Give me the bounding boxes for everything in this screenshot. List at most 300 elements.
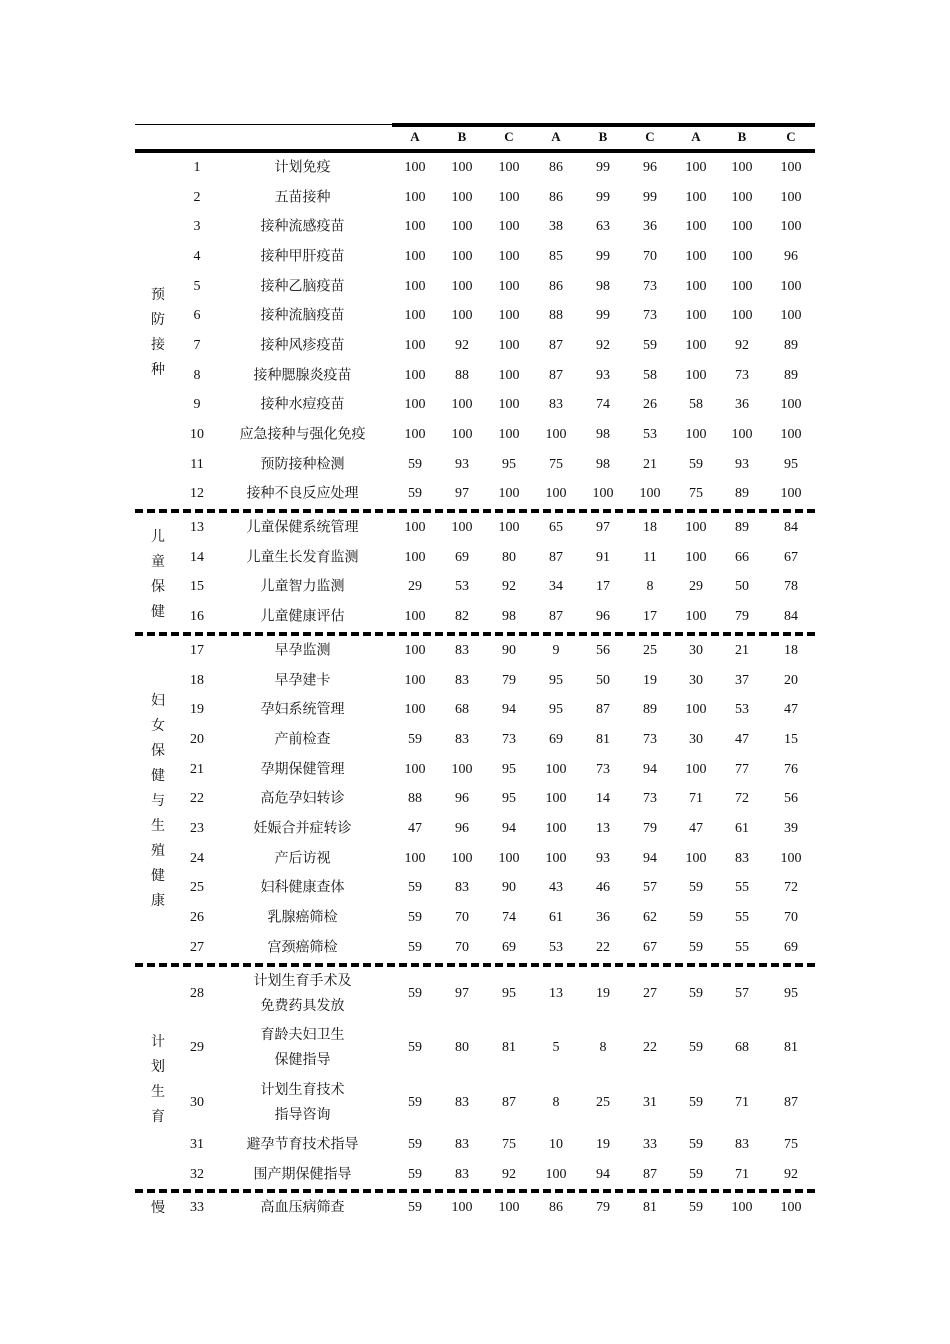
group-name [135, 1196, 181, 1221]
score-cell: 83 [455, 672, 469, 688]
score-cell: 87 [596, 702, 610, 718]
score-cell: 100 [685, 189, 707, 205]
score-cell: 25 [596, 1094, 610, 1110]
score-cell: 95 [502, 985, 516, 1001]
score-cell: 18 [784, 642, 798, 658]
score-cell: 82 [455, 609, 469, 625]
score-cell: 56 [596, 642, 610, 658]
score-cell: 59 [408, 1040, 422, 1056]
score-cell: 92 [502, 1166, 516, 1182]
score-cell: 53 [455, 579, 469, 595]
row-number: 5 [193, 278, 201, 294]
item-name-line: 孕妇系统管理 [260, 702, 345, 718]
item-name [225, 787, 380, 812]
score-cell: 94 [643, 761, 657, 777]
table-row [135, 272, 815, 302]
item-name [225, 215, 380, 240]
score-cell: 59 [689, 1136, 703, 1152]
score-cell: 58 [643, 367, 657, 383]
score-cell: 59 [408, 1166, 422, 1182]
score-cell: 80 [455, 1040, 469, 1056]
score-cell: 83 [549, 397, 563, 413]
score-cell: 97 [455, 985, 469, 1001]
table-row [135, 903, 815, 933]
score-cell: 59 [689, 1200, 703, 1216]
score-cell: 100 [404, 308, 426, 324]
table-row [135, 784, 815, 814]
score-cell: 75 [502, 1136, 516, 1152]
score-cell: 93 [596, 367, 610, 383]
score-cell: 83 [455, 642, 469, 658]
item-name [225, 605, 380, 630]
item-name [225, 816, 380, 841]
item-name-line: 保健指导 [274, 1053, 331, 1069]
score-cell: 10 [549, 1136, 563, 1152]
score-cell: 100 [498, 1200, 520, 1216]
score-cell: 86 [549, 189, 563, 205]
score-cell: 73 [596, 761, 610, 777]
score-cell: 78 [784, 579, 798, 595]
score-cell: 100 [451, 278, 473, 294]
score-cell: 100 [498, 486, 520, 502]
score-cell: 100 [780, 850, 802, 866]
score-cell: 100 [498, 248, 520, 264]
row-number: 8 [193, 367, 201, 383]
score-cell: 81 [784, 1040, 798, 1056]
score-cell: 69 [784, 939, 798, 955]
score-cell: 75 [689, 486, 703, 502]
item-name [225, 698, 380, 723]
score-cell: 61 [549, 910, 563, 926]
score-cell: 100 [780, 1200, 802, 1216]
score-cell: 100 [545, 1166, 567, 1182]
score-cell: 95 [784, 456, 798, 472]
table-row [135, 153, 815, 183]
score-cell: 59 [689, 880, 703, 896]
score-cell: 70 [643, 248, 657, 264]
score-cell: 83 [735, 850, 749, 866]
column-header: A [691, 129, 701, 144]
score-cell: 79 [596, 1200, 610, 1216]
score-cell: 73 [643, 278, 657, 294]
score-cell: 59 [408, 486, 422, 502]
score-cell: 59 [689, 1166, 703, 1182]
score-cell: 100 [731, 159, 753, 175]
item-name [225, 906, 380, 931]
row-number: 12 [190, 486, 204, 502]
score-cell: 55 [735, 880, 749, 896]
score-cell: 86 [549, 1200, 563, 1216]
row-number: 16 [190, 609, 204, 625]
table-row [135, 755, 815, 785]
row-number: 23 [190, 820, 204, 836]
score-cell: 90 [502, 642, 516, 658]
item-name [225, 244, 380, 269]
score-cell: 87 [502, 1094, 516, 1110]
score-cell: 22 [596, 939, 610, 955]
score-cell: 100 [404, 609, 426, 625]
score-cell: 83 [735, 1136, 749, 1152]
group-name-char: 健 [151, 604, 165, 620]
score-cell: 87 [549, 549, 563, 565]
score-cell: 100 [451, 189, 473, 205]
score-cell: 100 [404, 642, 426, 658]
item-name [225, 668, 380, 693]
score-cell: 87 [784, 1094, 798, 1110]
table-row [135, 725, 815, 755]
score-cell: 74 [596, 397, 610, 413]
item-name [225, 155, 380, 180]
row-number: 26 [190, 910, 204, 926]
score-cell: 59 [408, 456, 422, 472]
group-name [135, 1030, 181, 1130]
row-number: 3 [193, 219, 201, 235]
score-cell: 46 [596, 880, 610, 896]
score-cell: 99 [596, 248, 610, 264]
item-name-line: 儿童健康评估 [260, 609, 345, 625]
table-row [135, 361, 815, 391]
score-cell: 83 [455, 1094, 469, 1110]
row-number: 10 [190, 427, 204, 443]
item-name-line: 乳腺癌筛检 [267, 910, 338, 926]
score-cell: 50 [735, 579, 749, 595]
item-name-line: 产前检查 [274, 732, 331, 748]
item-name-line: 预防接种检测 [260, 457, 345, 473]
score-cell: 17 [596, 579, 610, 595]
group-name-char: 育 [151, 1110, 165, 1125]
column-header: B [737, 129, 747, 144]
row-number: 32 [190, 1166, 204, 1182]
item-name [225, 516, 380, 541]
score-cell: 81 [643, 1200, 657, 1216]
score-cell: 95 [549, 672, 563, 688]
score-cell: 73 [643, 308, 657, 324]
header-rule-thin [135, 124, 392, 125]
item-name [225, 482, 380, 507]
score-cell: 73 [502, 731, 516, 747]
score-cell: 100 [731, 427, 753, 443]
score-cell: 100 [498, 159, 520, 175]
item-name [225, 935, 380, 960]
item-name-line: 计划生育技术 [260, 1082, 345, 1098]
group-name-char: 计 [151, 1035, 165, 1050]
group-name-char: 划 [151, 1060, 165, 1075]
score-cell: 5 [552, 1040, 560, 1056]
score-cell: 70 [784, 910, 798, 926]
group-name-char: 儿 [151, 529, 165, 545]
item-name-line: 早孕监测 [274, 643, 331, 659]
score-cell: 85 [549, 248, 563, 264]
item-name [225, 575, 380, 600]
item-name-line: 儿童生长发育监测 [246, 550, 359, 566]
score-cell: 92 [735, 337, 749, 353]
row-number: 15 [190, 579, 204, 595]
row-number: 14 [190, 549, 204, 565]
score-cell: 100 [780, 308, 802, 324]
score-cell: 50 [596, 672, 610, 688]
score-cell: 100 [498, 337, 520, 353]
score-cell: 100 [685, 609, 707, 625]
score-cell: 100 [404, 397, 426, 413]
score-cell: 100 [404, 248, 426, 264]
table-row [135, 1160, 815, 1190]
score-cell: 95 [502, 456, 516, 472]
score-cell: 73 [735, 367, 749, 383]
score-cell: 75 [549, 456, 563, 472]
table-row [135, 602, 815, 632]
score-cell: 100 [404, 337, 426, 353]
score-cell: 100 [685, 367, 707, 383]
item-name-line: 接种风疹疫苗 [260, 338, 345, 354]
score-cell: 91 [596, 549, 610, 565]
score-cell: 98 [596, 278, 610, 294]
score-cell: 95 [549, 702, 563, 718]
score-cell: 53 [549, 939, 563, 955]
item-name [225, 545, 380, 570]
score-cell: 69 [455, 549, 469, 565]
row-number: 29 [190, 1040, 204, 1056]
score-cell: 90 [502, 880, 516, 896]
column-header: C [504, 129, 514, 144]
score-cell: 100 [451, 1200, 473, 1216]
item-name-line: 接种流脑疫苗 [260, 308, 345, 324]
row-number: 33 [190, 1200, 204, 1216]
score-cell: 97 [455, 486, 469, 502]
score-cell: 100 [780, 159, 802, 175]
score-cell: 100 [780, 189, 802, 205]
score-cell: 99 [596, 189, 610, 205]
score-cell: 100 [592, 486, 614, 502]
score-cell: 96 [643, 159, 657, 175]
table-row [135, 331, 815, 361]
score-cell: 83 [455, 880, 469, 896]
item-name [225, 1078, 380, 1128]
score-cell: 83 [455, 731, 469, 747]
score-cell: 100 [731, 308, 753, 324]
score-cell: 74 [502, 910, 516, 926]
score-cell: 58 [689, 397, 703, 413]
score-cell: 100 [498, 367, 520, 383]
score-cell: 94 [643, 850, 657, 866]
group-name-char: 健 [151, 768, 165, 784]
row-number: 1 [193, 159, 201, 175]
score-cell: 79 [735, 609, 749, 625]
row-number: 17 [190, 642, 204, 658]
score-cell: 92 [502, 579, 516, 595]
score-cell: 15 [784, 731, 798, 747]
score-cell: 59 [408, 880, 422, 896]
score-table [135, 123, 815, 1223]
score-cell: 100 [451, 248, 473, 264]
item-name-line: 产后访视 [274, 851, 331, 867]
score-cell: 86 [549, 159, 563, 175]
score-cell: 59 [643, 337, 657, 353]
score-cell: 100 [498, 278, 520, 294]
item-name-line: 接种甲肝疫苗 [260, 249, 345, 265]
score-cell: 79 [502, 672, 516, 688]
score-cell: 93 [455, 456, 469, 472]
score-cell: 100 [404, 427, 426, 443]
score-cell: 25 [643, 642, 657, 658]
score-cell: 100 [451, 520, 473, 536]
row-group [135, 636, 815, 967]
item-name [225, 876, 380, 901]
item-name-line: 计划免疫 [274, 160, 331, 176]
score-cell: 94 [502, 820, 516, 836]
score-cell: 89 [735, 520, 749, 536]
item-name-line: 五苗接种 [274, 190, 331, 206]
score-cell: 75 [784, 1136, 798, 1152]
group-name-char: 保 [151, 579, 165, 595]
score-cell: 88 [408, 791, 422, 807]
score-cell: 18 [643, 520, 657, 536]
score-cell: 59 [689, 939, 703, 955]
score-cell: 100 [404, 219, 426, 235]
score-cell: 11 [643, 549, 657, 565]
score-cell: 100 [545, 761, 567, 777]
score-cell: 68 [455, 702, 469, 718]
score-cell: 84 [784, 609, 798, 625]
column-header: B [598, 129, 608, 144]
score-cell: 92 [596, 337, 610, 353]
score-cell: 100 [404, 159, 426, 175]
item-name-line: 接种流感疫苗 [260, 219, 345, 235]
column-header: C [786, 129, 796, 144]
item-name-line: 计划生育手术及 [253, 973, 352, 989]
row-group [135, 153, 815, 513]
score-cell: 97 [596, 520, 610, 536]
score-cell: 37 [735, 672, 749, 688]
table-row [135, 1130, 815, 1160]
score-cell: 77 [735, 761, 749, 777]
score-cell: 100 [685, 278, 707, 294]
score-cell: 8 [646, 579, 654, 595]
score-cell: 100 [404, 850, 426, 866]
score-cell: 100 [404, 549, 426, 565]
score-cell: 66 [735, 549, 749, 565]
score-cell: 29 [408, 579, 422, 595]
score-cell: 71 [735, 1166, 749, 1182]
table-row [135, 480, 815, 510]
table-header [135, 123, 815, 153]
table-row [135, 1021, 815, 1076]
score-cell: 100 [404, 189, 426, 205]
score-cell: 87 [549, 337, 563, 353]
score-cell: 13 [596, 820, 610, 836]
score-cell: 94 [502, 702, 516, 718]
score-cell: 98 [502, 609, 516, 625]
row-number: 21 [190, 761, 204, 777]
item-name-line: 孕期保健管理 [260, 762, 345, 778]
score-cell: 61 [735, 820, 749, 836]
score-cell: 95 [502, 791, 516, 807]
table-body [135, 153, 815, 1223]
score-cell: 30 [689, 642, 703, 658]
table-row [135, 666, 815, 696]
score-cell: 29 [689, 579, 703, 595]
score-cell: 31 [643, 1094, 657, 1110]
item-name-line: 妊娠合并症转诊 [253, 821, 352, 837]
table-row [135, 844, 815, 874]
score-cell: 100 [731, 278, 753, 294]
score-cell: 30 [689, 731, 703, 747]
item-name-line: 围产期保健指导 [253, 1167, 352, 1183]
score-cell: 71 [689, 791, 703, 807]
score-cell: 14 [596, 791, 610, 807]
column-header: A [551, 129, 561, 144]
score-cell: 100 [404, 761, 426, 777]
item-name [225, 423, 380, 448]
score-cell: 100 [685, 850, 707, 866]
table-row [135, 695, 815, 725]
score-cell: 100 [451, 308, 473, 324]
group-name [135, 525, 181, 625]
table-row [135, 636, 815, 666]
score-cell: 100 [451, 397, 473, 413]
group-name [135, 689, 181, 914]
group-name-char: 妇 [151, 693, 165, 709]
group-name-char: 童 [151, 554, 165, 570]
score-cell: 59 [408, 1136, 422, 1152]
score-cell: 100 [685, 761, 707, 777]
score-cell: 100 [780, 278, 802, 294]
item-name [225, 1162, 380, 1187]
group-name-char: 生 [151, 1085, 165, 1100]
score-cell: 19 [596, 985, 610, 1001]
table-row [135, 301, 815, 331]
score-cell: 22 [643, 1040, 657, 1056]
group-name-char: 与 [151, 793, 165, 809]
score-cell: 100 [731, 189, 753, 205]
score-cell: 100 [498, 219, 520, 235]
score-cell: 100 [404, 672, 426, 688]
group-name-char: 生 [151, 818, 165, 834]
score-cell: 59 [408, 910, 422, 926]
item-name-line: 应急接种与强化免疫 [239, 427, 366, 443]
item-name-line: 育龄夫妇卫生 [260, 1028, 345, 1044]
row-number: 18 [190, 672, 204, 688]
item-name-line: 高血压病筛查 [260, 1200, 345, 1216]
score-cell: 89 [784, 337, 798, 353]
score-cell: 80 [502, 549, 516, 565]
score-cell: 100 [731, 248, 753, 264]
score-cell: 59 [689, 456, 703, 472]
item-name [225, 757, 380, 782]
score-cell: 84 [784, 520, 798, 536]
item-name-line: 妇科健康查体 [260, 880, 345, 896]
column-header: C [645, 129, 655, 144]
score-cell: 8 [599, 1040, 607, 1056]
table-row [135, 543, 815, 573]
score-cell: 72 [784, 880, 798, 896]
score-cell: 100 [451, 427, 473, 443]
score-cell: 100 [545, 427, 567, 443]
score-cell: 73 [643, 791, 657, 807]
score-cell: 100 [404, 702, 426, 718]
score-cell: 87 [549, 367, 563, 383]
item-name [225, 393, 380, 418]
item-name [225, 638, 380, 663]
score-cell: 19 [596, 1136, 610, 1152]
score-cell: 100 [780, 219, 802, 235]
item-name-line: 儿童智力监测 [260, 579, 345, 595]
column-header: A [410, 129, 420, 144]
score-cell: 86 [549, 278, 563, 294]
score-cell: 70 [455, 910, 469, 926]
score-cell: 87 [643, 1166, 657, 1182]
score-cell: 57 [643, 880, 657, 896]
score-cell: 53 [643, 427, 657, 443]
